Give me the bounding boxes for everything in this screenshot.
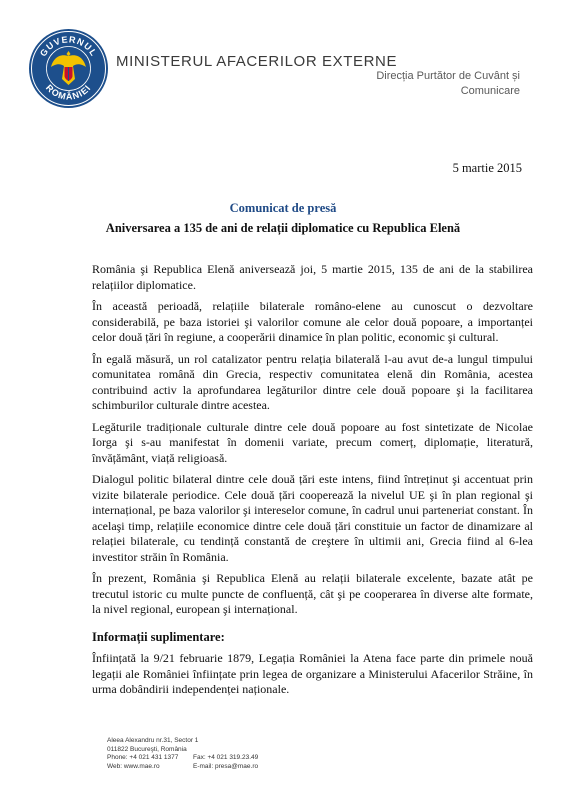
footer-phone: Phone: +4 021 431 1377 — [107, 754, 179, 762]
department-line-2: Comunicare — [460, 85, 520, 97]
logo-text-top: GUVERNUL — [37, 34, 100, 59]
paragraph: În această perioadă, relațiile bilaterale româno-elene au cunoscut o dezvoltare considerabilă, pe baza istoriei şi valorilor comune ale celor două popoare, a importanței celor două țări în regiune, a cooperării dinamice în plan politic, economic şi cultural. — [92, 299, 533, 344]
document-headline: Aniversarea a 135 de ani de relații diplomatice cu Republica Elenă — [105, 221, 461, 235]
footer-address-1: Aleea Alexandru nr.31, Sector 1 — [107, 737, 199, 744]
document-date: 5 martie 2015 — [452, 161, 522, 175]
paragraph: În prezent, România şi Republica Elenă au relații bilaterale excelente, bazate atât pe trecutul istoric cu multe puncte de confluență, cât şi pe cooperarea în diverse alte formate, la nivel regional, european şi internațional. — [92, 571, 533, 616]
info-title: Informații suplimentare: — [92, 630, 225, 644]
footer-address-2: 011822 Bucureşti, România — [107, 745, 187, 753]
footer-contact — [107, 737, 258, 771]
paragraph: În egală măsură, un rol catalizator pentru relația bilaterală l-au avut de-a lungul timpului comunitatea română din Grecia, respectiv comunitatea elenă din România, acestea contribuind activ la aprofundarea legăturilor dintre cele două popoare şi la facilitarea schimburilor culturale dintre acestea. — [92, 351, 533, 412]
footer-email-link[interactable]: E-mail: presa@mae.ro — [193, 762, 259, 770]
eagle-icon — [51, 51, 86, 85]
ministry-name: MINISTERUL AFACERILOR EXTERNE — [116, 53, 398, 70]
document-body — [92, 262, 533, 624]
footer-fax: Fax: +4 021 319.23.49 — [193, 754, 259, 762]
document-label: Comunicat de presă — [229, 201, 337, 215]
paragraph: Dialogul politic bilateral dintre cele două țări este intens, fiind întreținut şi accentuat prin vizite bilaterale periodice. Cele două țări cooperează la nivelul UE şi în plan regional şi internațional, pe baza valorilor şi intereselor comune, în cadrul unui parteneriat constant. În acelaşi timp, relațiile economice dintre cele două țări constituie un factor de dinamizare al relației bilaterale, cu tendință constantă de creştere în ultimii ani, Grecia fiind al 6-lea investitor străin în România. — [92, 472, 533, 564]
paragraph: Legăturile tradiționale culturale dintre cele două popoare au fost sintetizate de Nicolae Iorga şi s-au manifestat în domenii variate, precum comerț, diplomație, literatură, învățământ, viață religioasă. — [92, 419, 533, 465]
paragraph: România şi Republica Elenă aniversează joi, 5 martie 2015, 135 de ani de la stabilirea relațiilor diplomatice. — [92, 262, 533, 292]
footer-web-link[interactable]: Web: www.mae.ro — [107, 762, 160, 770]
logo-text-bottom: ROMÂNIEI — [43, 82, 93, 102]
svg-text:ROMÂNIEI — [44, 83, 93, 102]
department-name — [376, 69, 520, 99]
department-line-1: Direcția Purtător de Cuvânt și — [376, 70, 520, 82]
government-logo — [29, 29, 108, 108]
info-text: Înființată la 9/21 februarie 1879, Legația României la Atena face parte din primele nouă legații ale României înființate prin legea de organizare a Ministerului Afacerilor Străine, în urma dobândirii independenței naționale. — [92, 651, 533, 696]
